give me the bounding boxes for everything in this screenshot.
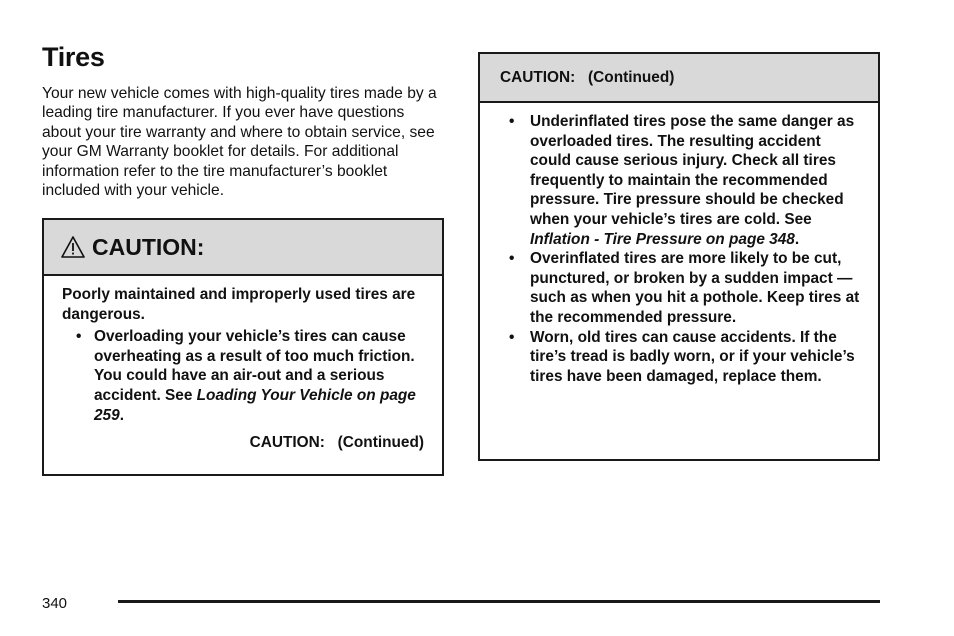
- caution-bullet: • Worn, old tires can cause accidents. If the tire’s tread is badly worn, or if your vehicle’s tires have been damaged, replace them.: [499, 328, 860, 387]
- page-reference: Inflation - Tire Pressure on page 348: [530, 230, 795, 248]
- intro-paragraph: Your new vehicle comes with high-quality tires made by a leading tire manufacturer. If you ever have questions about your tire warranty and where to obtain service, see your GM Warranty booklet for details. For additional information refer to the tire manufacturer’s booklet included with your vehicle.: [42, 85, 437, 200]
- warning-triangle-icon: [60, 234, 86, 260]
- page-reference: Loading Your Vehicle on page 259: [94, 386, 416, 424]
- section-title: Tires: [42, 42, 105, 72]
- caution-continued-title: CAUTION: (Continued): [500, 68, 675, 86]
- caution-continued-box: [478, 52, 880, 461]
- caution-bullet: [62, 327, 424, 425]
- caution-box: [42, 218, 444, 476]
- caution-bullet: [499, 112, 860, 249]
- caution-continued-bullet-list: [499, 112, 860, 386]
- caution-lead: Poorly maintained and improperly used tires are dangerous.: [62, 286, 416, 323]
- page-number: 340: [42, 595, 68, 612]
- caution-bullet: • Overinflated tires are more likely to be cut, punctured, or broken by a sudden impact — such as when you hit a pothole. Keep tires at the recommended pressure.: [499, 249, 860, 327]
- caution-header: [44, 220, 442, 276]
- footer-rule: [118, 600, 880, 603]
- caution-bullet-list: [62, 327, 424, 425]
- caution-title: CAUTION:: [92, 233, 205, 260]
- bullet-end: .: [794, 230, 800, 248]
- caution-continued-body: [480, 103, 878, 386]
- bullet-text: Overloading your vehicle’s tires can cause overheating as a result of too much friction. You could have an air-out and a serious accident. See: [94, 328, 415, 404]
- bullet-text: Underinflated tires pose the same danger as overloaded tires. The resulting accident could cause serious injury. Check all tires frequently to maintain the recommended pressure. Tire pressure should be checked when your vehicle’s tires are cold. See: [530, 113, 855, 228]
- bullet-end: .: [119, 406, 124, 424]
- caution-continued-note: CAUTION: (Continued): [249, 434, 424, 452]
- caution-continued-header: [480, 54, 878, 103]
- caution-body: [44, 276, 442, 453]
